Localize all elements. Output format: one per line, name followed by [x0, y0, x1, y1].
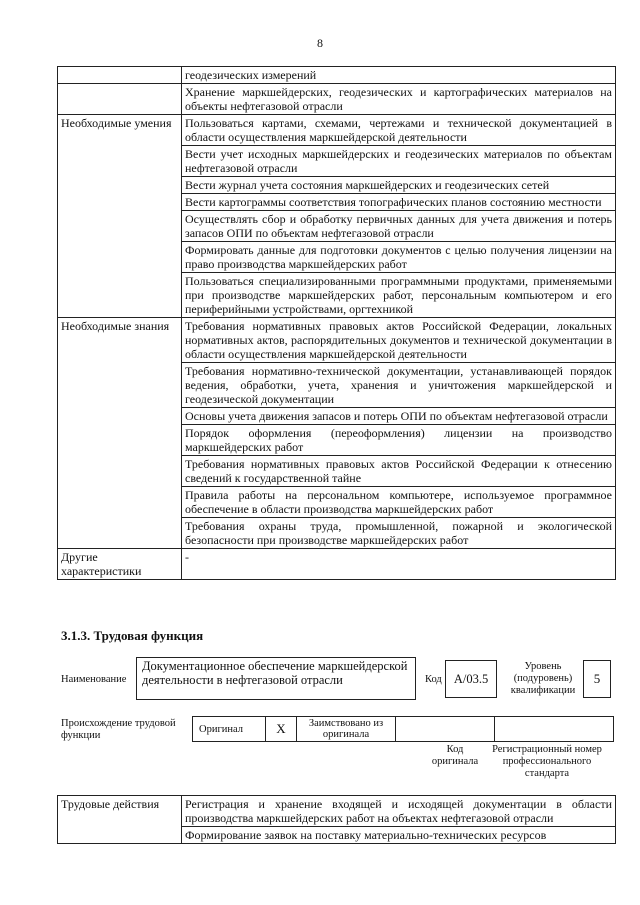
table-cell: Требования нормативных правовых актов Российской Федерации к отнесению сведений к государственной тайне — [182, 456, 616, 487]
level-label: Уровень (подуровень) квалификации — [510, 661, 576, 696]
code-original-caption: Код оригинала — [431, 744, 479, 767]
table-cell: Формирование заявок на поставку материально-технических ресурсов — [182, 827, 616, 844]
table-cell: Требования нормативно-технической документации, устанавливающей порядок ведения, обработки, учета, хранения и уничтожения маркшейдерской и геодезической документации — [182, 363, 616, 408]
level-box: 5 — [583, 660, 611, 698]
code-box: A/03.5 — [445, 660, 497, 698]
table-cell: Пользоваться специализированными программными продуктами, применяемыми при производстве маркшейдерских работ, персональным компьютером и его периферийными устройствами, оргтехникой — [182, 273, 616, 318]
code-label: Код — [425, 674, 442, 685]
skills-knowledge-table — [57, 66, 616, 580]
table-cell: - — [182, 549, 616, 580]
page-number: 8 — [317, 36, 323, 50]
labor-actions-table — [57, 795, 616, 844]
section-title: 3.1.3. Трудовая функция — [61, 628, 204, 643]
table-cell: Вести журнал учета состояния маркшейдерских и геодезических сетей — [182, 177, 616, 194]
table-cell: Требования нормативных правовых актов Российской Федерации, локальных нормативных актов, распорядительных документов и технической документации в области осуществления маркшейдерской деятельности — [182, 318, 616, 363]
row-label-knowledge: Необходимые знания — [58, 318, 182, 549]
table-cell: Хранение маркшейдерских, геодезических и картографических материалов на объекты нефтегазовой отрасли — [182, 84, 616, 115]
origin-label: Происхождение трудовой функции — [61, 718, 176, 741]
row-label-empty — [58, 67, 182, 84]
table-cell: Порядок оформления (переоформления) лицензии на производство маркшейдерских работ — [182, 425, 616, 456]
table-cell: геодезических измерений — [182, 67, 616, 84]
original-mark: X — [266, 717, 297, 742]
table-cell: Вести учет исходных маркшейдерских и геодезических материалов по объектам нефтегазовой отрасли — [182, 146, 616, 177]
table-cell: Вести картограммы соответствия топографических планов состоянию местности — [182, 194, 616, 211]
row-label-other: Другие характеристики — [58, 549, 182, 580]
reg-number-cell — [495, 717, 614, 742]
row-label-skills: Необходимые умения — [58, 115, 182, 318]
origin-table — [192, 716, 614, 742]
table-cell: Осуществлять сбор и обработку первичных данных для учета движения и потерь запасов ОПИ по объектам нефтегазовой отрасли — [182, 211, 616, 242]
table-cell: Регистрация и хранение входящей и исходящей документации в области производства маркшейдерских работ на объектах нефтегазовой отрасли — [182, 796, 616, 827]
labor-actions-label: Трудовые действия — [58, 796, 182, 844]
original-cell: Оригинал — [193, 717, 266, 742]
table-cell: Основы учета движения запасов и потерь ОПИ по объектам нефтегазовой отрасли — [182, 408, 616, 425]
table-cell: Пользоваться картами, схемами, чертежами и технической документацией в области осуществления маркшейдерской деятельности — [182, 115, 616, 146]
table-cell: Правила работы на персональном компьютере, используемое программное обеспечение в области производства маркшейдерских работ — [182, 487, 616, 518]
code-original-cell — [396, 717, 495, 742]
name-label: Наименование — [61, 674, 127, 685]
table-cell: Формировать данные для подготовки документов с целью получения лицензии на право производства маркшейдерских работ — [182, 242, 616, 273]
function-name-box: Документационное обеспечение маркшейдерской деятельности в нефтегазовой отрасли — [136, 657, 416, 700]
reg-number-caption: Регистрационный номер профессионального стандарта — [492, 744, 602, 779]
table-cell: Требования охраны труда, промышленной, пожарной и экологической безопасности при производстве маркшейдерских работ — [182, 518, 616, 549]
borrowed-cell: Заимствовано из оригинала — [297, 717, 396, 742]
